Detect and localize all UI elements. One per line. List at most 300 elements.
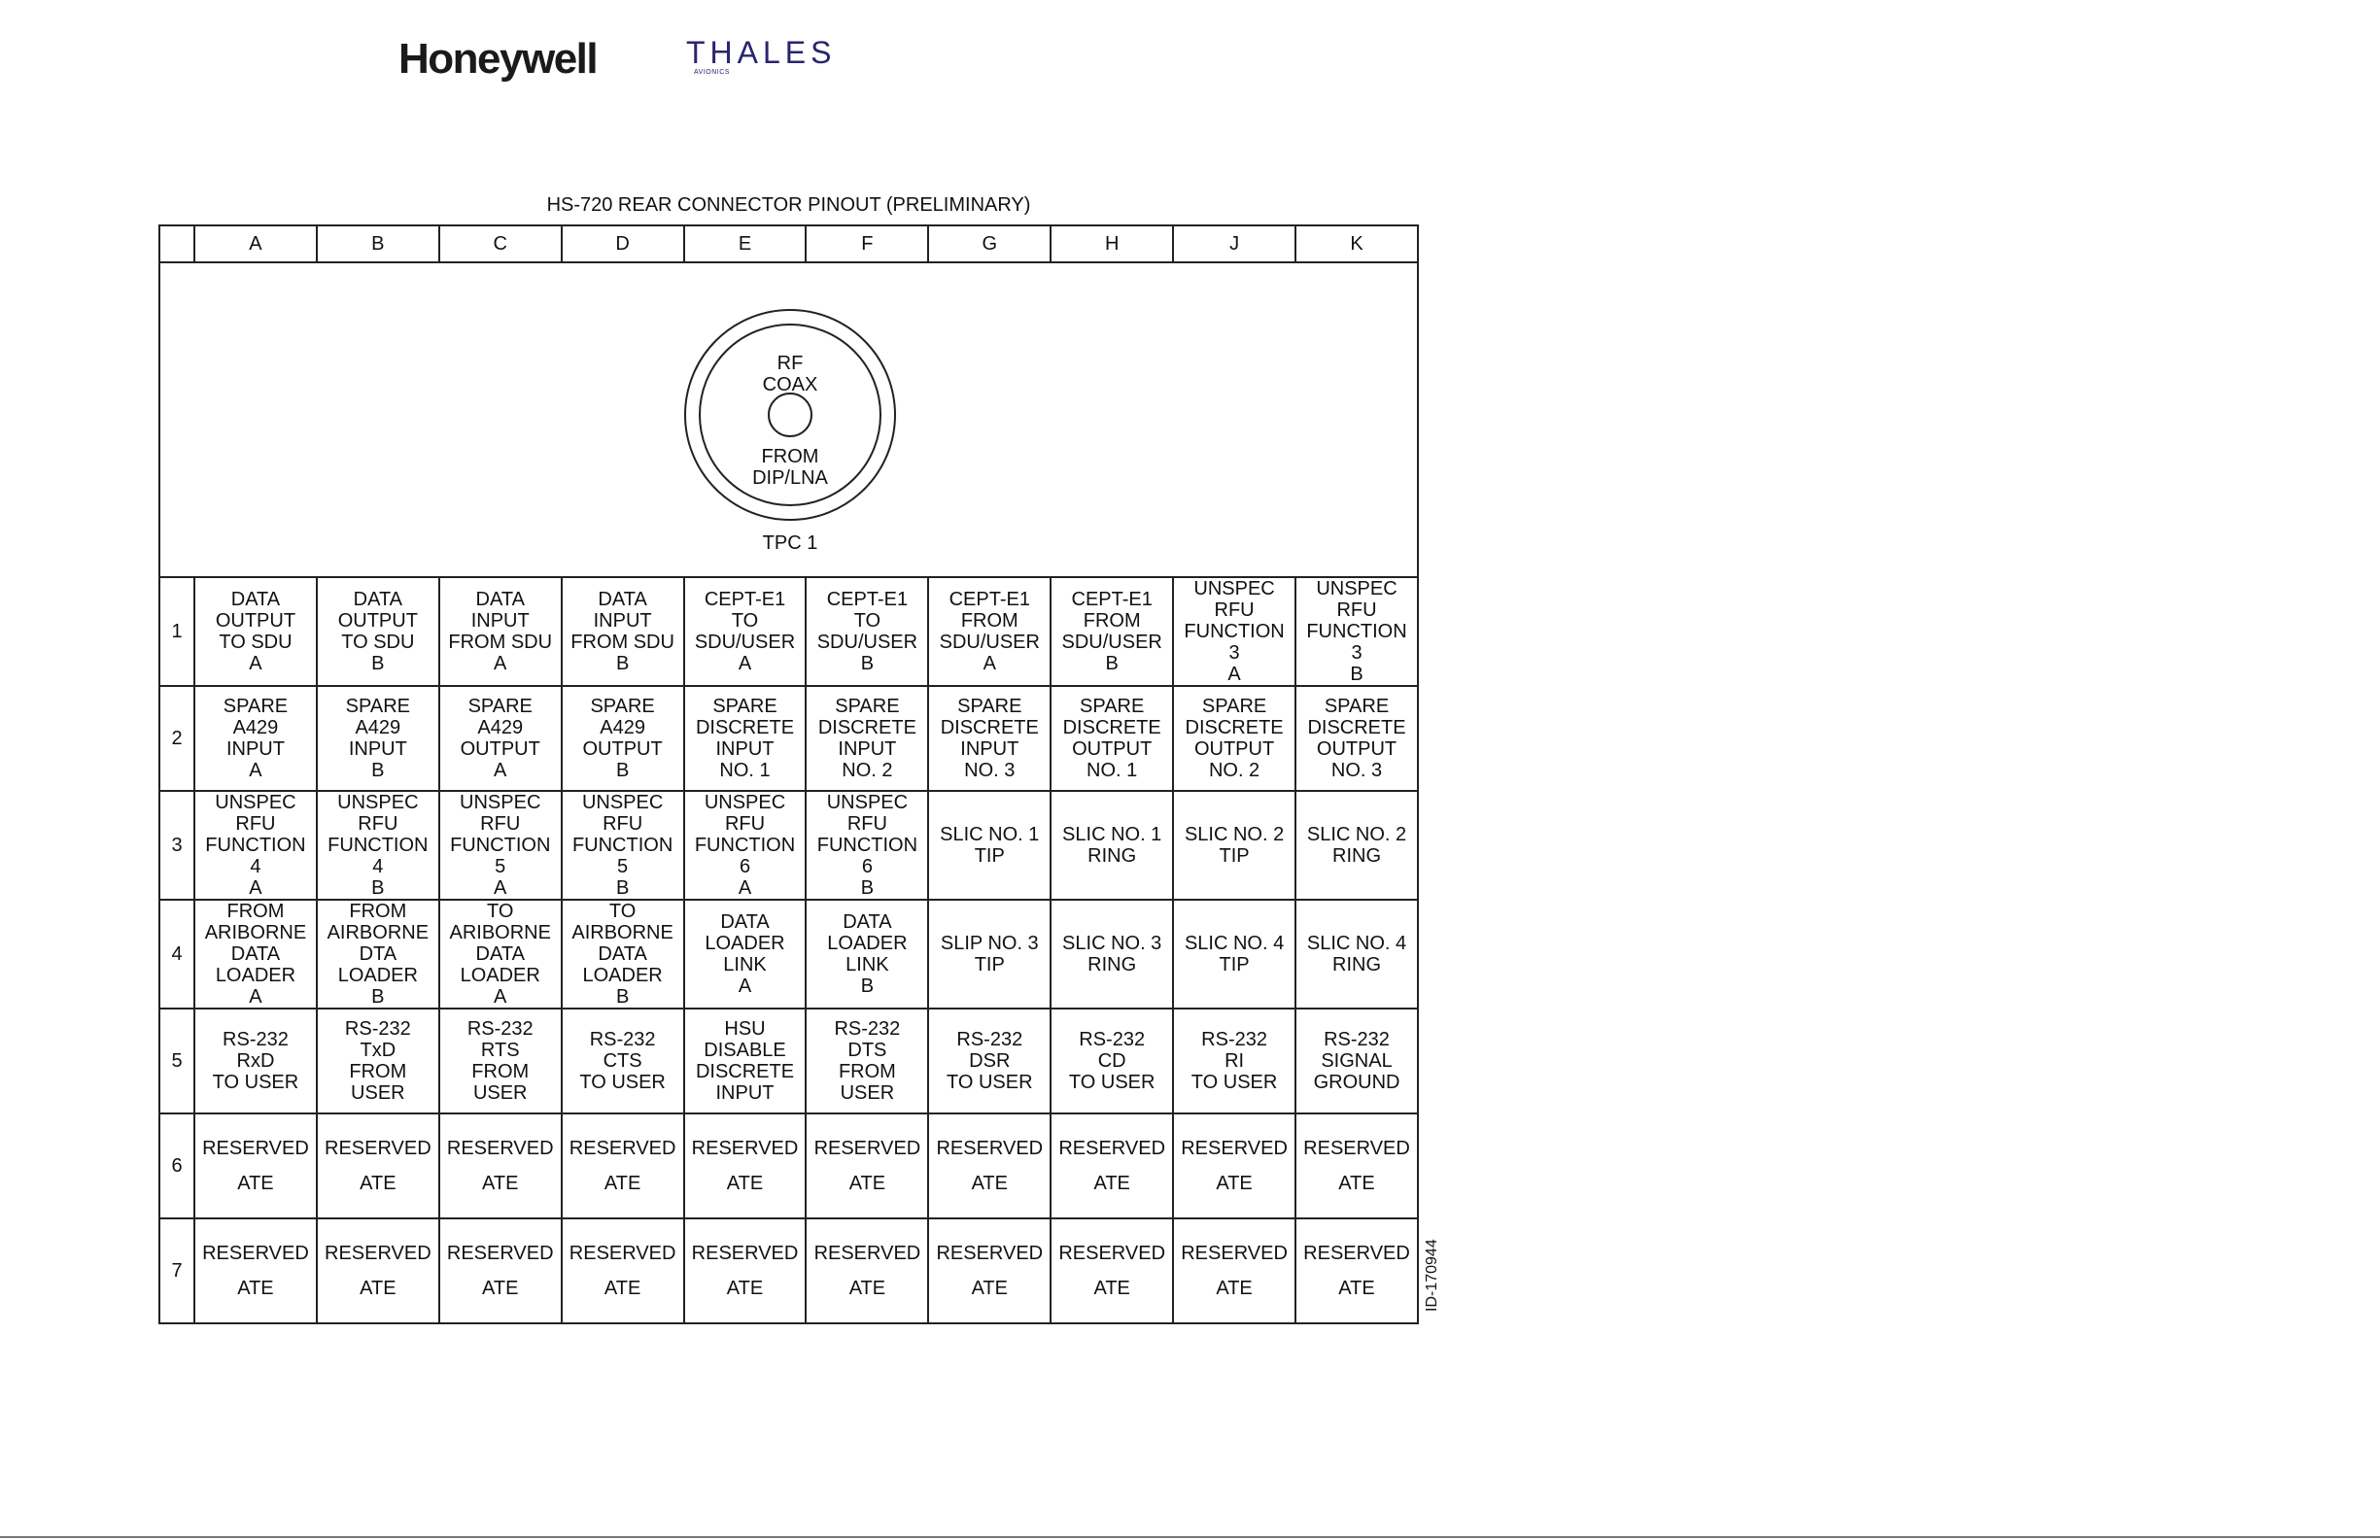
pin-cell: [806, 1009, 928, 1113]
reserved-cell: [928, 1113, 1051, 1218]
reserved-label: RESERVED: [1181, 1138, 1288, 1159]
row-number: 3: [159, 791, 194, 900]
pin-cell-line: B: [860, 877, 875, 899]
pin-cell-line: SPARE: [835, 696, 900, 717]
pin-cell-line: FROM: [471, 1061, 530, 1082]
reserved-label: RESERVED: [202, 1243, 309, 1264]
pin-cell: [194, 791, 317, 900]
coax-label-line: DIP/LNA: [752, 467, 828, 489]
pin-cell-line: RFU: [480, 813, 521, 835]
pin-cell-line: B: [1350, 664, 1363, 685]
column-header: B: [317, 225, 439, 262]
pin-cell-line: 3: [1351, 642, 1362, 664]
pin-cell: [1173, 686, 1295, 791]
reserved-label: RESERVED: [1058, 1138, 1166, 1159]
pin-cell-line: OUTPUT: [1193, 738, 1275, 760]
pin-cell: [928, 686, 1051, 791]
reserved-row: [159, 1218, 1418, 1323]
pin-cell-line: OUTPUT: [337, 610, 418, 632]
pin-cell: [928, 577, 1051, 686]
pin-cell-line: B: [1105, 653, 1119, 674]
reserved-label: RESERVED: [813, 1138, 921, 1159]
coax-top-label: [742, 353, 839, 395]
row-number: 1: [159, 577, 194, 686]
pin-cell-line: SLIC NO. 2: [1306, 824, 1407, 845]
pin-cell-line: DISCRETE: [940, 717, 1039, 738]
row-number: 6: [159, 1113, 194, 1218]
reserved-label: RESERVED: [1303, 1243, 1410, 1264]
pin-cell-line: FROM: [349, 1061, 407, 1082]
pin-row: [159, 791, 1418, 900]
pin-cell-line: A: [738, 975, 752, 997]
pin-cell: [1173, 1009, 1295, 1113]
pin-cell-line: SPARE: [223, 696, 289, 717]
pin-cell-line: TO USER: [579, 1072, 666, 1093]
pin-cell: [317, 900, 439, 1009]
reserved-label: RESERVED: [325, 1138, 431, 1159]
pin-cell-line: OUTPUT: [1316, 738, 1397, 760]
pin-row: [159, 577, 1418, 686]
pin-cell: [1173, 791, 1295, 900]
pin-cell-line: INPUT: [348, 738, 407, 760]
pin-cell-line: RTS: [480, 1040, 520, 1061]
pin-cell: [562, 686, 684, 791]
pin-cell-line: A: [494, 760, 507, 781]
pin-cell-line: RS-232: [1201, 1029, 1267, 1050]
pin-cell-line: B: [371, 760, 385, 781]
ate-label: ATE: [482, 1173, 519, 1194]
reserved-cell: [1051, 1113, 1173, 1218]
pin-cell: [562, 900, 684, 1009]
pin-cell-line: CEPT-E1: [704, 589, 786, 610]
pin-cell-line: RS-232: [223, 1029, 289, 1050]
reserved-label: RESERVED: [813, 1243, 921, 1264]
column-header: C: [439, 225, 562, 262]
pin-cell: [1295, 791, 1418, 900]
pin-cell-line: SPARE: [1201, 696, 1267, 717]
pin-cell-line: FROM: [349, 901, 407, 922]
pin-cell-line: FUNCTION: [571, 835, 673, 856]
pin-cell-line: DATA: [353, 589, 403, 610]
pin-cell: [317, 577, 439, 686]
coax-connector-icon: [160, 263, 1417, 576]
pin-cell-line: FUNCTION: [328, 835, 429, 856]
pin-cell-line: RS-232: [1079, 1029, 1146, 1050]
pin-cell-line: SLIC NO. 1: [940, 824, 1040, 845]
pin-cell: [317, 1009, 439, 1113]
pin-row: [159, 900, 1418, 1009]
pin-cell-line: TO USER: [1068, 1072, 1156, 1093]
pin-cell-line: SDU/USER: [694, 632, 796, 653]
ate-label: ATE: [1338, 1173, 1375, 1194]
pin-cell-line: RFU: [235, 813, 276, 835]
coax-connector-label: TPC 1: [762, 532, 818, 554]
pin-cell-line: USER: [472, 1082, 528, 1104]
column-header: D: [562, 225, 684, 262]
pin-cell-line: 4: [372, 856, 384, 877]
pin-cell-line: SIGNAL: [1321, 1050, 1393, 1072]
pin-cell-line: DISCRETE: [695, 1061, 795, 1082]
reserved-label: RESERVED: [569, 1243, 676, 1264]
pin-cell-line: A: [249, 986, 262, 1008]
pin-cell-line: TO USER: [1190, 1072, 1278, 1093]
pin-cell: [806, 900, 928, 1009]
pin-cell-line: TO: [487, 901, 514, 922]
reserved-label: RESERVED: [569, 1138, 676, 1159]
pin-cell-line: TO: [853, 610, 881, 632]
pin-cell-line: SPARE: [957, 696, 1022, 717]
ate-label: ATE: [482, 1278, 519, 1299]
pin-cell-line: DATA: [475, 589, 525, 610]
pin-cell-line: A: [983, 653, 996, 674]
pin-cell-line: INPUT: [470, 610, 530, 632]
reserved-cell: [1173, 1218, 1295, 1323]
reserved-cell: [439, 1218, 562, 1323]
coax-label-line: RF: [776, 353, 804, 374]
pin-cell-line: RING: [1332, 954, 1381, 975]
pin-cell-line: USER: [351, 1082, 405, 1104]
pin-cell-line: FROM: [1083, 610, 1141, 632]
pin-cell-line: DSR: [969, 1050, 1011, 1072]
pin-cell-line: LINK: [845, 954, 889, 975]
pin-cell-line: SLIP NO. 3: [940, 933, 1039, 954]
pin-cell-line: CEPT-E1: [1071, 589, 1153, 610]
pin-cell: [1295, 1009, 1418, 1113]
pin-cell-line: DATA: [230, 943, 281, 965]
pin-cell-line: UNSPEC: [460, 792, 541, 813]
pin-cell: [1173, 900, 1295, 1009]
pin-cell: [1051, 791, 1173, 900]
ate-label: ATE: [360, 1278, 397, 1299]
pin-cell: [562, 791, 684, 900]
ate-label: ATE: [726, 1173, 764, 1194]
pin-cell-line: A429: [600, 717, 645, 738]
reserved-cell: [194, 1218, 317, 1323]
column-header: K: [1295, 225, 1418, 262]
pin-cell: [439, 1009, 562, 1113]
pin-cell: [1051, 686, 1173, 791]
pin-cell-line: CTS: [603, 1050, 642, 1072]
pin-cell-line: SLIC NO. 2: [1184, 824, 1285, 845]
pin-cell-line: AIRBORNE: [571, 922, 673, 943]
coax-row: [159, 262, 1418, 577]
pin-cell-line: SLIC NO. 4: [1184, 933, 1285, 954]
pin-cell: [684, 791, 807, 900]
pin-cell-line: DISABLE: [704, 1040, 786, 1061]
pin-cell-line: NO. 2: [842, 760, 893, 781]
reserved-label: RESERVED: [1181, 1243, 1288, 1264]
pin-cell-line: DATA: [598, 943, 647, 965]
coax-label-line: COAX: [762, 374, 818, 395]
pin-cell-line: RFU: [358, 813, 398, 835]
ate-label: ATE: [726, 1278, 764, 1299]
pin-cell-line: TIP: [1219, 954, 1250, 975]
pin-cell: [439, 791, 562, 900]
pin-cell-line: 6: [739, 856, 751, 877]
ate-label: ATE: [237, 1278, 274, 1299]
pin-cell-line: FROM: [226, 901, 285, 922]
pin-cell-line: UNSPEC: [1316, 578, 1397, 599]
pin-cell-line: NO. 1: [1087, 760, 1138, 781]
reserved-label: RESERVED: [202, 1138, 309, 1159]
pin-cell-line: B: [615, 760, 630, 781]
reserved-cell: [684, 1113, 807, 1218]
pin-cell-line: B: [615, 986, 630, 1008]
ate-label: ATE: [1216, 1278, 1253, 1299]
pin-cell: [194, 1009, 317, 1113]
pin-cell: [806, 791, 928, 900]
pin-rows: [159, 577, 1418, 1323]
ate-label: ATE: [971, 1278, 1008, 1299]
pin-cell-line: TIP: [1219, 845, 1250, 867]
ate-label: ATE: [237, 1173, 274, 1194]
pin-cell-line: DATA: [720, 911, 770, 933]
pin-cell-line: FUNCTION: [1306, 621, 1407, 642]
reserved-cell: [562, 1218, 684, 1323]
ate-label: ATE: [971, 1173, 1008, 1194]
pin-cell: [928, 1009, 1051, 1113]
pin-cell-line: INPUT: [715, 738, 775, 760]
pin-cell-line: RI: [1224, 1050, 1245, 1072]
pinout-table: [158, 224, 1419, 1324]
pin-cell-line: RxD: [236, 1050, 275, 1072]
pin-cell-line: DTA: [359, 943, 397, 965]
pin-cell-line: SPARE: [1324, 696, 1390, 717]
pin-cell-line: RING: [1087, 954, 1137, 975]
pin-cell: [562, 577, 684, 686]
pin-cell-line: SPARE: [345, 696, 410, 717]
corner-cell: [159, 225, 194, 262]
pin-cell: [1173, 577, 1295, 686]
pin-cell-line: DISCRETE: [1062, 717, 1161, 738]
pin-cell-line: DISCRETE: [695, 717, 795, 738]
pin-cell-line: RS-232: [834, 1018, 901, 1040]
pin-cell-line: SPARE: [712, 696, 777, 717]
column-header: F: [806, 225, 928, 262]
pin-cell-line: HSU: [724, 1018, 766, 1040]
reserved-cell: [1295, 1113, 1418, 1218]
pin-cell: [684, 577, 807, 686]
pin-cell-line: A429: [477, 717, 524, 738]
reserved-label: RESERVED: [446, 1243, 554, 1264]
pin-cell-line: OUTPUT: [1072, 738, 1153, 760]
pin-cell-line: B: [371, 877, 385, 899]
coax-cell: [159, 262, 1418, 577]
pin-cell-line: FROM: [960, 610, 1018, 632]
pin-cell-line: RS-232: [466, 1018, 534, 1040]
pin-cell: [928, 791, 1051, 900]
diagram-title: HS-720 REAR CONNECTOR PINOUT (PRELIMINARY): [546, 194, 1031, 216]
pin-cell-line: LOADER: [705, 933, 785, 954]
pin-row: [159, 686, 1418, 791]
ate-label: ATE: [848, 1173, 886, 1194]
pin-cell-line: FUNCTION: [1184, 621, 1285, 642]
column-header: E: [684, 225, 807, 262]
column-header-row: [159, 225, 1418, 262]
honeywell-logo: Honeywell: [398, 35, 598, 83]
pin-cell-line: NO. 3: [964, 760, 1016, 781]
pin-cell-line: INPUT: [838, 738, 897, 760]
pin-cell: [928, 900, 1051, 1009]
pin-cell-line: A: [249, 653, 262, 674]
pin-cell-line: UNSPEC: [1193, 578, 1275, 599]
pin-cell-line: TO USER: [947, 1072, 1033, 1093]
pin-cell-line: NO. 3: [1330, 760, 1383, 781]
pin-cell-line: SDU/USER: [816, 632, 918, 653]
reserved-cell: [194, 1113, 317, 1218]
reserved-cell: [317, 1113, 439, 1218]
pin-cell-line: UNSPEC: [337, 792, 419, 813]
pin-cell-line: 3: [1228, 642, 1240, 664]
pin-cell-line: FROM: [838, 1061, 896, 1082]
pin-cell-line: DATA: [843, 911, 892, 933]
thales-wordmark: THALES: [686, 35, 837, 70]
ate-label: ATE: [1093, 1173, 1130, 1194]
pin-cell-line: 5: [617, 856, 629, 877]
pin-cell-line: SLIC NO. 3: [1062, 933, 1162, 954]
pin-cell-line: A429: [355, 717, 401, 738]
pin-cell: [806, 686, 928, 791]
ate-label: ATE: [848, 1278, 886, 1299]
pin-cell: [1295, 686, 1418, 791]
pin-cell-line: RFU: [724, 813, 766, 835]
row-number: 7: [159, 1218, 194, 1323]
reserved-label: RESERVED: [691, 1138, 799, 1159]
pin-cell-line: TO SDU: [341, 632, 415, 653]
pin-cell-line: B: [371, 986, 385, 1008]
pin-cell-line: TIP: [974, 954, 1005, 975]
pin-cell-line: CD: [1097, 1050, 1126, 1072]
pin-cell-line: DISCRETE: [1185, 717, 1284, 738]
pin-cell-line: DISCRETE: [1307, 717, 1406, 738]
pin-cell-line: A: [494, 653, 507, 674]
pin-cell-line: AIRBORNE: [327, 922, 430, 943]
pin-cell-line: A: [1227, 664, 1241, 685]
pin-cell-line: DISCRETE: [817, 717, 916, 738]
reserved-row: [159, 1113, 1418, 1218]
pin-cell-line: B: [860, 975, 875, 997]
pin-cell-line: NO. 2: [1208, 760, 1260, 781]
pin-cell-line: LOADER: [460, 965, 540, 986]
pin-cell-line: RFU: [603, 813, 643, 835]
reserved-label: RESERVED: [936, 1243, 1044, 1264]
pin-cell-line: DATA: [598, 589, 647, 610]
pin-cell-line: RS-232: [956, 1029, 1023, 1050]
pin-cell-line: OUTPUT: [460, 738, 540, 760]
pin-cell-line: RFU: [1336, 599, 1377, 621]
pin-cell: [194, 577, 317, 686]
pin-cell-line: LINK: [723, 954, 767, 975]
pin-cell: [1051, 577, 1173, 686]
pin-cell: [806, 577, 928, 686]
reserved-cell: [439, 1113, 562, 1218]
reserved-cell: [806, 1218, 928, 1323]
reserved-label: RESERVED: [691, 1243, 799, 1264]
pin-cell-line: DATA: [230, 589, 281, 610]
pin-cell-line: UNSPEC: [826, 792, 909, 813]
column-header: A: [194, 225, 317, 262]
pin-cell-line: DATA: [475, 943, 525, 965]
pin-cell: [439, 900, 562, 1009]
pin-cell-line: OUTPUT: [582, 738, 663, 760]
pin-cell-line: B: [371, 653, 385, 674]
ate-label: ATE: [604, 1173, 641, 1194]
pin-cell-line: A: [249, 760, 262, 781]
ate-label: ATE: [1216, 1173, 1253, 1194]
pin-cell-line: USER: [840, 1082, 895, 1104]
pin-cell-line: RING: [1332, 845, 1381, 867]
pin-cell-line: 6: [861, 856, 873, 877]
reserved-cell: [317, 1218, 439, 1323]
pin-cell: [1295, 900, 1418, 1009]
pin-cell-line: 5: [495, 856, 506, 877]
reserved-cell: [562, 1113, 684, 1218]
pin-cell-line: UNSPEC: [704, 792, 786, 813]
pin-cell-line: B: [615, 653, 630, 674]
reserved-cell: [1295, 1218, 1418, 1323]
pin-row: [159, 1009, 1418, 1113]
pin-cell-line: A: [494, 877, 507, 899]
pin-cell-line: A: [494, 986, 507, 1008]
pin-cell-line: SPARE: [467, 696, 533, 717]
pin-cell-line: SDU/USER: [1061, 632, 1162, 653]
pin-cell-line: SPARE: [1080, 696, 1145, 717]
pin-cell-line: GROUND: [1313, 1072, 1400, 1093]
column-header: G: [928, 225, 1051, 262]
pin-cell-line: DTS: [847, 1040, 887, 1061]
coax-label-line: FROM: [761, 446, 819, 467]
pin-cell-line: TO: [731, 610, 759, 632]
reserved-cell: [928, 1218, 1051, 1323]
pin-cell-line: FUNCTION: [205, 835, 306, 856]
column-header: H: [1051, 225, 1173, 262]
reserved-cell: [684, 1218, 807, 1323]
pin-cell-line: FUNCTION: [450, 835, 551, 856]
pin-cell-line: RS-232: [344, 1018, 411, 1040]
reserved-cell: [1051, 1218, 1173, 1323]
reserved-cell: [1173, 1113, 1295, 1218]
pin-cell-line: SLIC NO. 1: [1062, 824, 1162, 845]
pin-cell-line: B: [860, 653, 875, 674]
reserved-label: RESERVED: [325, 1243, 431, 1264]
pin-cell-line: NO. 1: [719, 760, 771, 781]
pin-cell: [684, 686, 807, 791]
row-number: 4: [159, 900, 194, 1009]
reserved-cell: [806, 1113, 928, 1218]
pin-cell-line: FROM SDU: [570, 632, 674, 653]
pin-cell-line: RS-232: [589, 1029, 656, 1050]
pin-cell-line: CEPT-E1: [826, 589, 909, 610]
pin-cell-line: INPUT: [593, 610, 652, 632]
pin-cell: [684, 1009, 807, 1113]
ate-label: ATE: [360, 1173, 397, 1194]
pin-cell-line: TxD: [360, 1040, 397, 1061]
pin-cell-line: A: [738, 653, 752, 674]
pin-cell-line: INPUT: [225, 738, 285, 760]
pin-cell: [1051, 1009, 1173, 1113]
page-bottom-rule: [0, 1536, 2380, 1538]
pin-cell: [439, 577, 562, 686]
pin-cell-line: LOADER: [337, 965, 418, 986]
coax-bottom-label: [732, 446, 848, 489]
pin-cell-line: A: [738, 877, 752, 899]
reserved-label: RESERVED: [1303, 1138, 1410, 1159]
reserved-label: RESERVED: [936, 1138, 1044, 1159]
pin-cell-line: FROM SDU: [448, 632, 553, 653]
pin-cell: [1051, 900, 1173, 1009]
pin-cell-line: B: [615, 877, 630, 899]
pin-cell-line: RFU: [846, 813, 887, 835]
